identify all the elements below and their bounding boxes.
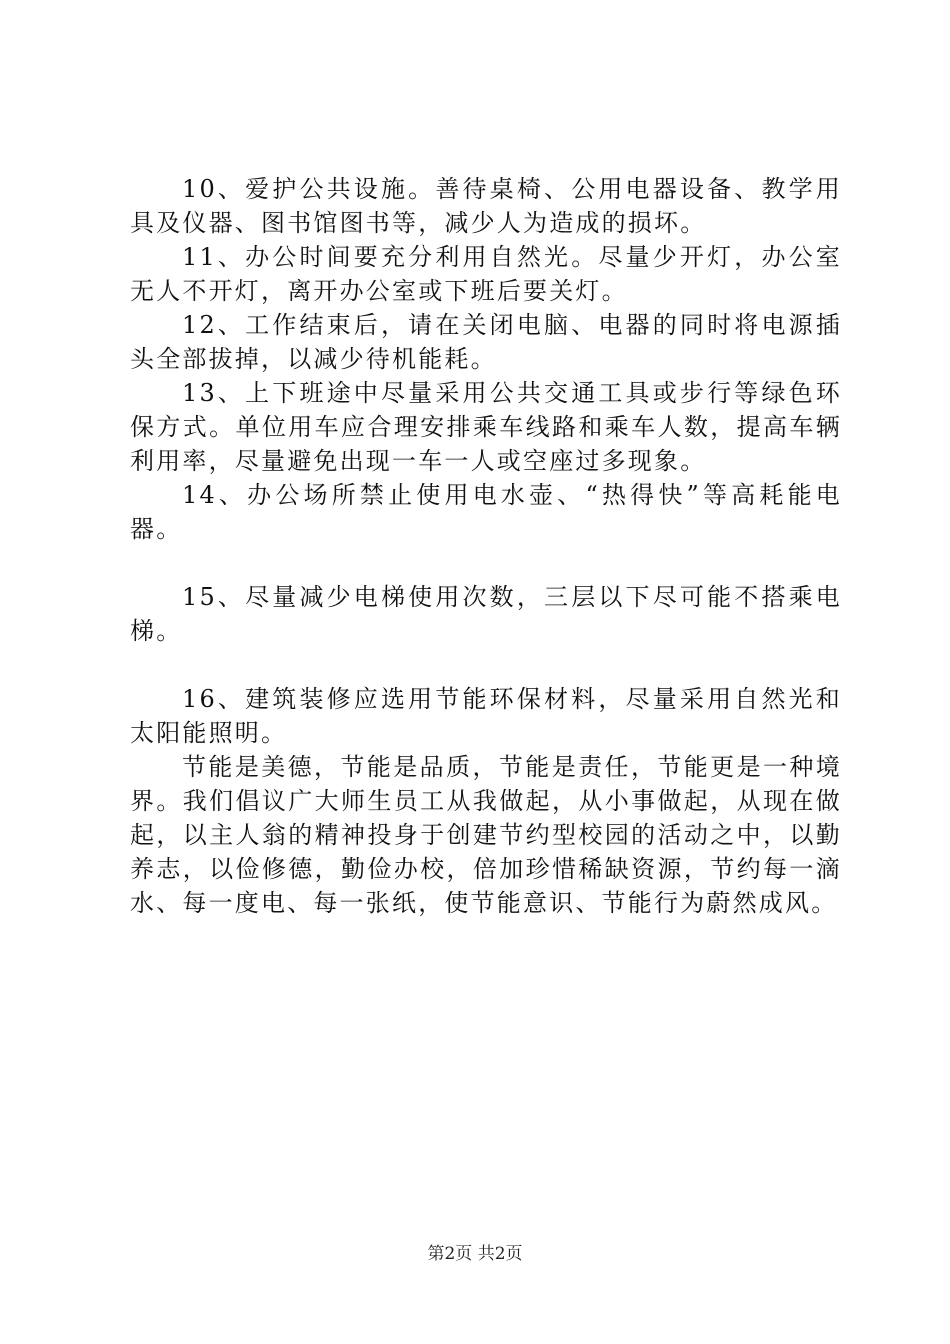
paragraph-item-13: 13、上下班途中尽量采用公共交通工具或步行等绿色环保方式。单位用车应合理安排乘车线路和乘车人数，提高车辆利用率，尽量避免出现一车一人或空座过多现象。 bbox=[130, 379, 842, 475]
document-body bbox=[130, 172, 842, 920]
paragraph-item-10: 10、爱护公共设施。善待桌椅、公用电器设备、教学用具及仪器、图书馆图书等，减少人为造成的损坏。 bbox=[130, 175, 842, 237]
paragraph-item-16: 16、建筑装修应选用节能环保材料，尽量采用自然光和太阳能照明。 bbox=[130, 685, 842, 747]
paragraph-item-15: 15、尽量减少电梯使用次数，三层以下尽可能不搭乘电梯。 bbox=[130, 583, 842, 645]
paragraph-item-12: 12、工作结束后，请在关闭电脑、电器的同时将电源插头全部拔掉，以减少待机能耗。 bbox=[130, 311, 842, 373]
paragraph-closing: 节能是美德，节能是品质，节能是责任，节能更是一种境界。我们倡议广大师生员工从我做起，从小事做起，从现在做起，以主人翁的精神投身于创建节约型校园的活动之中，以勤养志，以俭修德，勤俭办校，倍加珍惜稀缺资源，节约每一滴水、每一度电、每一张纸，使节能意识、节能行为蔚然成风。 bbox=[130, 753, 842, 917]
paragraph-item-11: 11、办公时间要充分利用自然光。尽量少开灯，办公室无人不开灯，离开办公室或下班后要关灯。 bbox=[130, 243, 842, 305]
page-footer: 第2页 共2页 bbox=[427, 1244, 523, 1264]
paragraph-item-14: 14、办公场所禁止使用电水壶、“热得快”等高耗能电器。 bbox=[130, 481, 842, 543]
